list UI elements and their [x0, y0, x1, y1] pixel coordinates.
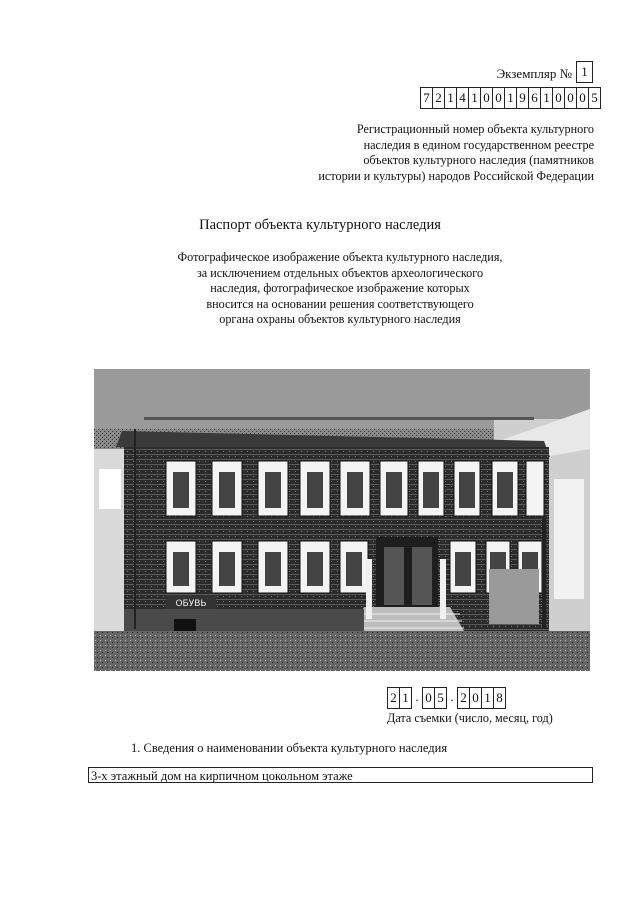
photo-description: [120, 250, 560, 328]
registration-digit: 1: [540, 87, 553, 109]
registration-digit: 1: [468, 87, 481, 109]
copy-number-label: Экземпляр №: [496, 66, 572, 81]
date-separator: .: [415, 689, 419, 704]
photo-description-line: за исключением отдельных объектов археологического: [196, 265, 484, 280]
date-month-digit: 5: [434, 687, 447, 709]
copy-number-boxes: [577, 61, 593, 83]
registration-digit: 2: [432, 87, 445, 109]
registration-digit: 6: [528, 87, 541, 109]
copy-number-digit: 1: [576, 61, 593, 83]
building-photo: [94, 369, 590, 671]
registration-digit: 0: [564, 87, 577, 109]
object-name-field[interactable]: 3-х этажный дом на кирпичном цокольном этаже: [88, 767, 593, 783]
registration-digit: 0: [492, 87, 505, 109]
shop-sign-text: ОБУВЬ: [175, 599, 207, 609]
date-month-digit: 0: [422, 687, 435, 709]
registration-caption-line: Регистрационный номер объекта культурного: [356, 122, 594, 136]
registration-digit: 0: [576, 87, 589, 109]
registration-digit: 5: [588, 87, 601, 109]
registration-digit: 1: [444, 87, 457, 109]
date-day-digit: 1: [399, 687, 412, 709]
photo-date-label: Дата съемки (число, месяц, год): [387, 711, 553, 725]
registration-caption-line: истории и культуры) народов Российской Федерации: [318, 168, 594, 183]
registration-digit: 7: [420, 87, 433, 109]
date-year-digit: 0: [469, 687, 482, 709]
photo-description-line: органа охраны объектов культурного наследия: [219, 312, 461, 327]
photo-description-line: вносится на основании решения соответствующего: [206, 296, 474, 311]
photo-description-line: Фотографическое изображение объекта культурного наследия,: [177, 250, 503, 264]
date-year-digit: 8: [493, 687, 506, 709]
registration-caption: [274, 122, 594, 184]
photo-date-boxes: [388, 687, 506, 709]
date-year-digit: 1: [481, 687, 494, 709]
registration-digit: 0: [552, 87, 565, 109]
date-year-digit: 2: [457, 687, 470, 709]
section-1-title: 1. Сведения о наименовании объекта культурного наследия: [131, 741, 448, 755]
registration-number-boxes: [421, 87, 601, 109]
document-title: Паспорт объекта культурного наследия: [199, 217, 441, 233]
registration-digit: 4: [456, 87, 469, 109]
registration-caption-line: наследия в едином государственном реестре: [363, 137, 594, 152]
registration-caption-line: объектов культурного наследия (памятников: [363, 153, 594, 168]
photo-description-line: наследия, фотографическое изображение которых: [210, 281, 470, 296]
registration-digit: 0: [480, 87, 493, 109]
date-day-digit: 2: [387, 687, 400, 709]
registration-digit: 1: [504, 87, 517, 109]
date-separator: .: [450, 689, 454, 704]
registration-digit: 9: [516, 87, 529, 109]
